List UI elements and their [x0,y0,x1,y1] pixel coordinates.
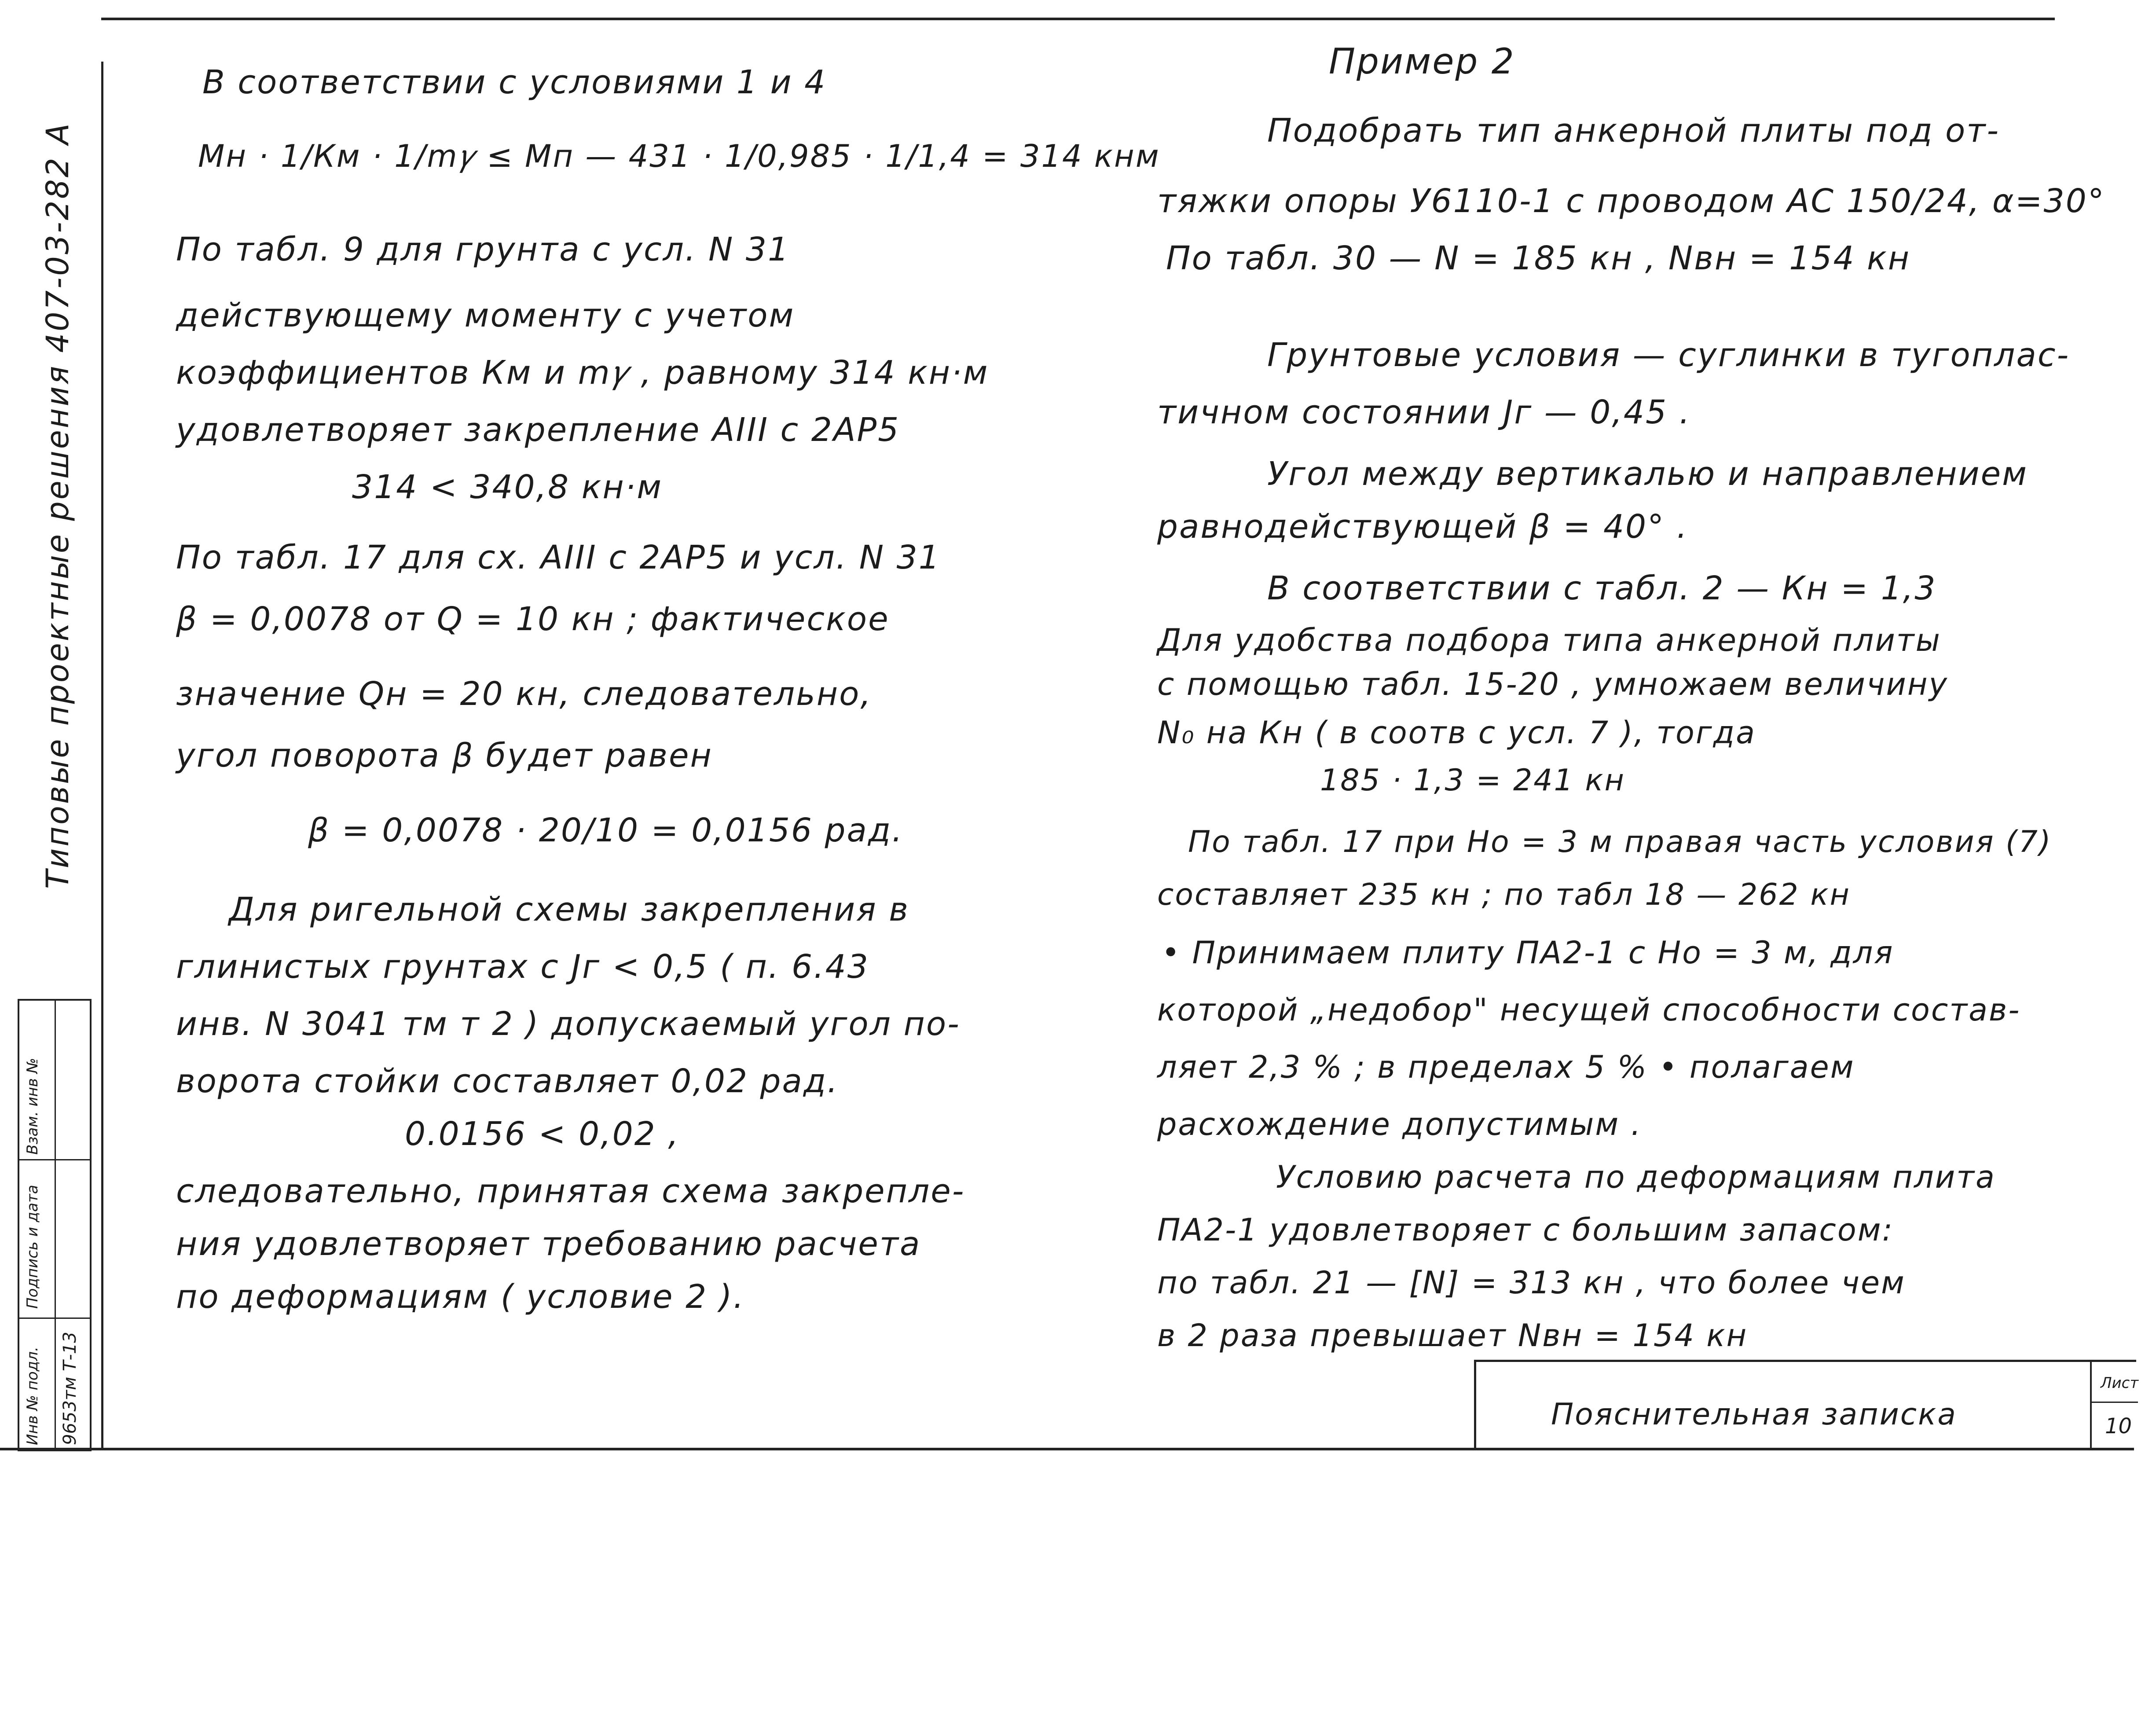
left-line-20: по деформациям ( условие 2 ). [176,1278,745,1316]
left-line-14: глинистых грунтах с Jг < 0,5 ( п. 6.43 [176,948,869,986]
sidebar-title: Типовые проектные решения 407-03-282 А [40,121,76,889]
sheet-cell [2090,1362,2138,1450]
left-line-11: угол поворота β будет равен [176,737,713,774]
frame-left-border [101,62,103,1448]
sheet-label: Лист [2101,1374,2139,1392]
right-line-5: тичном состоянии Jг — 0,45 . [1157,393,1691,431]
left-line-19: ния удовлетворяет требованию расчета [176,1225,921,1263]
right-line-14: составляет 235 кн ; по табл 18 — 262 кн [1157,877,1851,912]
left-line-15: инв. N 3041 тм т 2 ) допускаемый угол по- [176,1005,961,1043]
frame-top-border [101,18,2055,20]
left-line-13: Для ригельной схемы закрепления в [229,891,909,929]
right-line-2: тяжки опоры У6110-1 с проводом АС 150/24, α=30° [1157,182,2105,220]
label-replace: Взам. инв № [24,1057,41,1155]
registration-box [18,999,92,1451]
left-line-5: коэффициентов Км и m𝛾 , равному 314 кн·м [176,354,989,392]
left-line-18: следовательно, принятая схема закрепле- [176,1172,965,1210]
right-line-1: Подобрать тип анкерной плиты под от- [1267,112,2000,150]
example-heading: Пример 2 [1329,41,1515,82]
right-line-19: Условию расчета по деформациям плита [1276,1159,1996,1195]
label-inv: Инв № подл. [24,1347,41,1445]
right-line-13: По табл. 17 при Ho = 3 м правая часть условия (7) [1188,825,2052,859]
left-line-7: 314 < 340,8 кн·м [352,468,663,506]
title-block [1474,1360,2139,1450]
right-line-16: которой „недобор" несущей способности состав- [1157,992,2021,1028]
right-line-21: по табл. 21 — [N] = 313 кн , что более чем [1157,1265,1906,1301]
left-line-4: действующему моменту с учетом [176,297,795,334]
right-line-22: в 2 раза превышает Nвн = 154 кн [1157,1318,1748,1354]
left-line-3: По табл. 9 для грунта с усл. N 31 [176,231,790,268]
left-line-9: β = 0,0078 от Q = 10 кн ; фактическое [176,600,890,638]
right-line-8: В соответствии с табл. 2 — Кн = 1,3 [1267,569,1937,607]
right-line-20: ПА2-1 удовлетворяет с большим запасом: [1157,1212,1894,1248]
right-line-4: Грунтовые условия — суглинки в тугоплас- [1267,336,2070,374]
right-line-18: расхождение допустимым . [1157,1106,1642,1142]
right-line-7: равнодействующей β = 40° . [1157,508,1689,546]
right-line-11: N₀ на Кн ( в соотв с усл. 7 ), тогда [1157,715,1756,751]
left-line-2-formula: Мн · 1/Км · 1/m𝛾 ≤ Мп — 431 · 1/0,985 · 1/1,4 = 314 кнм [198,138,1160,174]
right-line-10: с помощью табл. 15-20 , умножаем величину [1157,666,1949,702]
right-line-15: • Принимаем плиту ПА2-1 с Ho = 3 м, для [1162,935,1894,971]
right-line-12: 185 · 1,3 = 241 кн [1320,763,1625,798]
left-line-10: значение Qн = 20 кн, следовательно, [176,675,872,713]
left-line-17: 0.0156 < 0,02 , [405,1115,680,1153]
sheet-number: 10 [2105,1414,2132,1439]
left-line-8: По табл. 17 для сх. АIII с 2АР5 и усл. N 31 [176,539,941,576]
left-line-12: β = 0,0078 · 20/10 = 0,0156 рад. [308,811,904,849]
right-line-17: ляет 2,3 % ; в пределах 5 % • полагаем [1157,1049,1855,1085]
inv-number: 9653тм Т-13 [60,1332,80,1445]
right-line-9: Для удобства подбора типа анкерной плиты [1157,622,1941,658]
left-line-1: В соответствии с условиями 1 и 4 [202,63,827,101]
left-line-6: удовлетворяет закрепление АIII с 2АР5 [176,411,900,449]
right-line-3: По табл. 30 — N = 185 кн , Nвн = 154 кн [1166,239,1911,277]
stamp-title: Пояснительная записка [1551,1397,1957,1432]
left-line-16: ворота стойки составляет 0,02 рад. [176,1062,839,1100]
label-sign: Подпись и дата [24,1185,41,1309]
right-line-6: Угол между вертикалью и направлением [1267,455,2028,493]
